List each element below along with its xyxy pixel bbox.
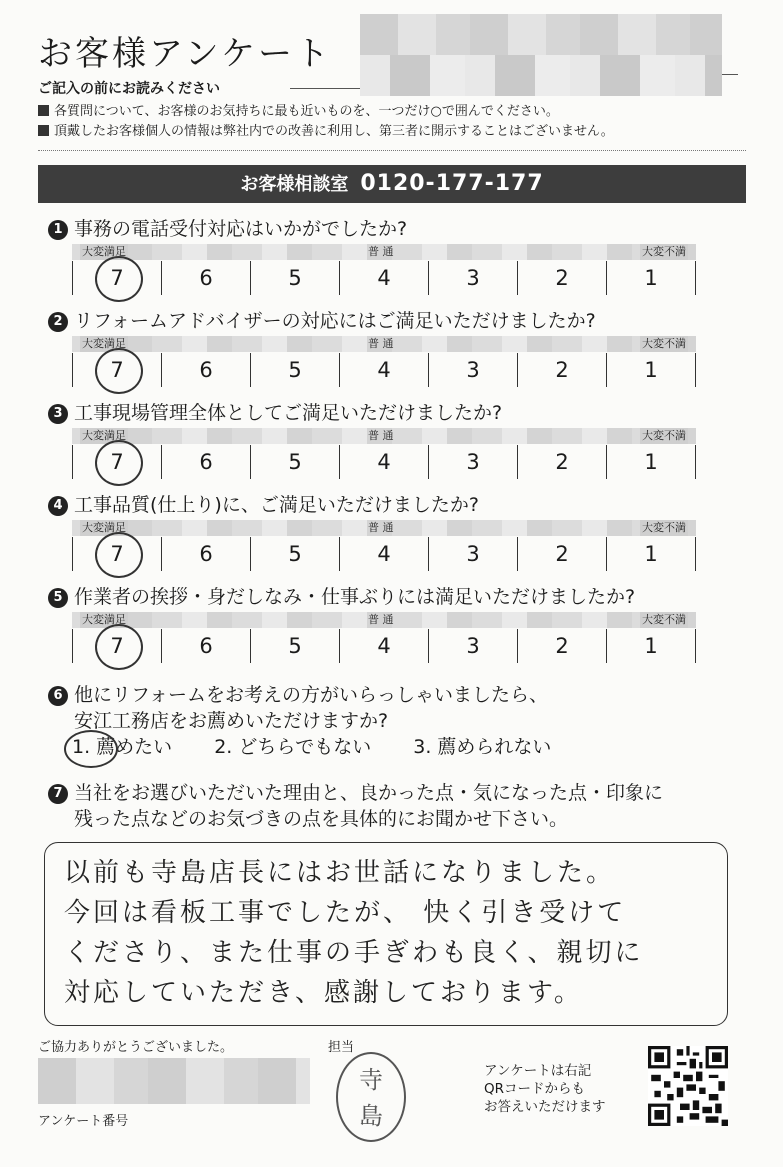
divider (38, 150, 746, 151)
scale-band (72, 244, 696, 260)
rating-option-6[interactable]: 6 (161, 353, 250, 387)
scale-label-right: 大変不満 (642, 429, 686, 442)
square-bullet-icon (38, 105, 49, 116)
survey-number-label: アンケート番号 (38, 1114, 129, 1129)
rating-option-2[interactable]: 2 (517, 629, 606, 663)
scale-label-right: 大変不満 (642, 613, 686, 626)
rating-option-5[interactable]: 5 (250, 445, 339, 479)
rating-option-1[interactable]: 1 (606, 353, 696, 387)
question-7-line2: 残った点などのお気づきの点を具体的にお聞かせ下さい。 (74, 808, 569, 830)
intro-heading: ご記入の前にお読みください (38, 81, 220, 97)
rating-option-3[interactable]: 3 (428, 537, 517, 571)
scale-label-left: 大変満足 (82, 337, 126, 350)
rating-option-1[interactable]: 1 (606, 629, 696, 663)
rating-option-4[interactable]: 4 (339, 353, 428, 387)
question-4 (48, 490, 479, 517)
scale-label-middle: 普 通 (368, 337, 394, 350)
rating-option-4[interactable]: 4 (339, 537, 428, 571)
rating-option-6[interactable]: 6 (161, 445, 250, 479)
rating-option-1[interactable]: 1 (606, 445, 696, 479)
rating-option-4[interactable]: 4 (339, 261, 428, 295)
banner-label: お客様相談室 (240, 174, 349, 195)
divider (290, 88, 360, 89)
q6-option-1[interactable]: 1. 薦めたい (72, 736, 173, 758)
question-text: 事務の電話受付対応はいかがでしたか? (74, 218, 408, 240)
question-number-icon: 5 (48, 588, 68, 608)
rating-option-3[interactable]: 3 (428, 261, 517, 295)
scale-band (72, 428, 696, 444)
question-1 (48, 214, 407, 241)
question-7: 7 当社をお選びいただいた理由と、良かった点・気になった点・印象に (48, 778, 663, 805)
question-text: 作業者の挨拶・身だしなみ・仕事ぶりには満足いただけましたか? (74, 586, 636, 608)
rating-option-7[interactable]: 7 (72, 629, 161, 663)
rating-option-5[interactable]: 5 (250, 353, 339, 387)
rating-option-7[interactable]: 7 (72, 537, 161, 571)
square-bullet-icon (38, 125, 49, 136)
question-5 (48, 582, 635, 609)
question-text: 工事現場管理全体としてご満足いただけましたか? (74, 402, 503, 424)
thanks-text: ご協力ありがとうございました。 (38, 1040, 234, 1055)
scale-label-left: 大変満足 (82, 245, 126, 258)
comment-line: 今回は看板工事でしたが、 快く引き受けて (64, 898, 627, 928)
rating-option-7[interactable]: 7 (72, 353, 161, 387)
rating-option-5[interactable]: 5 (250, 537, 339, 571)
rating-option-1[interactable]: 1 (606, 261, 696, 295)
contact-banner (38, 165, 746, 203)
rating-option-6[interactable]: 6 (161, 537, 250, 571)
rating-option-4[interactable]: 4 (339, 629, 428, 663)
rating-scale (72, 520, 696, 580)
scale-label-left: 大変満足 (82, 521, 126, 534)
staff-label: 担当 (328, 1040, 355, 1055)
staff-seal-stamp: 寺 島 (336, 1052, 406, 1142)
rating-option-4[interactable]: 4 (339, 445, 428, 479)
question-text: 工事品質(仕上り)に、ご満足いただけましたか? (74, 494, 479, 516)
rating-option-7[interactable]: 7 (72, 261, 161, 295)
question-number-icon: 6 (48, 686, 68, 706)
question-2 (48, 306, 596, 333)
rating-option-7[interactable]: 7 (72, 445, 161, 479)
scale-label-left: 大変満足 (82, 613, 126, 626)
rating-option-3[interactable]: 3 (428, 629, 517, 663)
comment-line: 対応していただき、感謝しております。 (64, 978, 583, 1008)
divider (722, 74, 738, 75)
note-item: 各質問について、お客様のお気持ちに最も近いものを、一つだけ○で囲んでください。 (38, 100, 559, 119)
rating-option-2[interactable]: 2 (517, 353, 606, 387)
scale-label-middle: 普 通 (368, 521, 394, 534)
scale-label-left: 大変満足 (82, 429, 126, 442)
rating-option-6[interactable]: 6 (161, 261, 250, 295)
comment-line: くださり、また仕事の手ぎわも良く、親切に (64, 938, 644, 968)
rating-scale (72, 612, 696, 672)
question-number-icon: 3 (48, 404, 68, 424)
scale-label-right: 大変不満 (642, 337, 686, 350)
scale-label-right: 大変不満 (642, 521, 686, 534)
rating-option-1[interactable]: 1 (606, 537, 696, 571)
rating-option-6[interactable]: 6 (161, 629, 250, 663)
q6-option-2[interactable]: 2. どちらでもない (214, 736, 372, 758)
question-3 (48, 398, 502, 425)
rating-option-5[interactable]: 5 (250, 261, 339, 295)
rating-scale (72, 244, 696, 304)
qr-code-icon[interactable] (648, 1046, 728, 1126)
scale-band (72, 520, 696, 536)
rating-option-2[interactable]: 2 (517, 445, 606, 479)
rating-option-2[interactable]: 2 (517, 537, 606, 571)
note-item: 頂戴したお客様個人の情報は弊社内での改善に利用し、第三者に開示することはございません。 (38, 120, 614, 139)
qr-instructions: アンケートは右記 QRコードからも お答えいただけます (484, 1063, 606, 1115)
scale-label-right: 大変不満 (642, 245, 686, 258)
redacted-header-area (360, 14, 722, 96)
comment-line: 以前も寺島店長にはお世話になりました。 (64, 858, 616, 888)
q6-options (72, 732, 587, 759)
scale-label-middle: 普 通 (368, 429, 394, 442)
question-text: リフォームアドバイザーの対応にはご満足いただけましたか? (74, 310, 596, 332)
scale-label-middle: 普 通 (368, 613, 394, 626)
question-number-icon: 4 (48, 496, 68, 516)
scale-band (72, 612, 696, 628)
scale-band (72, 336, 696, 352)
question-6-line2: 安江工務店をお薦めいただけますか? (74, 710, 389, 732)
q6-option-3[interactable]: 3. 薦められない (413, 736, 552, 758)
question-number-icon: 7 (48, 784, 68, 804)
question-6: 6 他にリフォームをお考えの方がいらっしゃいましたら、 (48, 680, 548, 707)
rating-option-3[interactable]: 3 (428, 445, 517, 479)
rating-option-2[interactable]: 2 (517, 261, 606, 295)
rating-option-3[interactable]: 3 (428, 353, 517, 387)
rating-scale (72, 428, 696, 488)
scale-label-middle: 普 通 (368, 245, 394, 258)
rating-option-5[interactable]: 5 (250, 629, 339, 663)
question-number-icon: 2 (48, 312, 68, 332)
redacted-survey-number (38, 1058, 310, 1104)
survey-title: お客様アンケート (38, 34, 332, 74)
phone-number: 0120-177-177 (360, 171, 544, 196)
rating-scale (72, 336, 696, 396)
question-number-icon: 1 (48, 220, 68, 240)
